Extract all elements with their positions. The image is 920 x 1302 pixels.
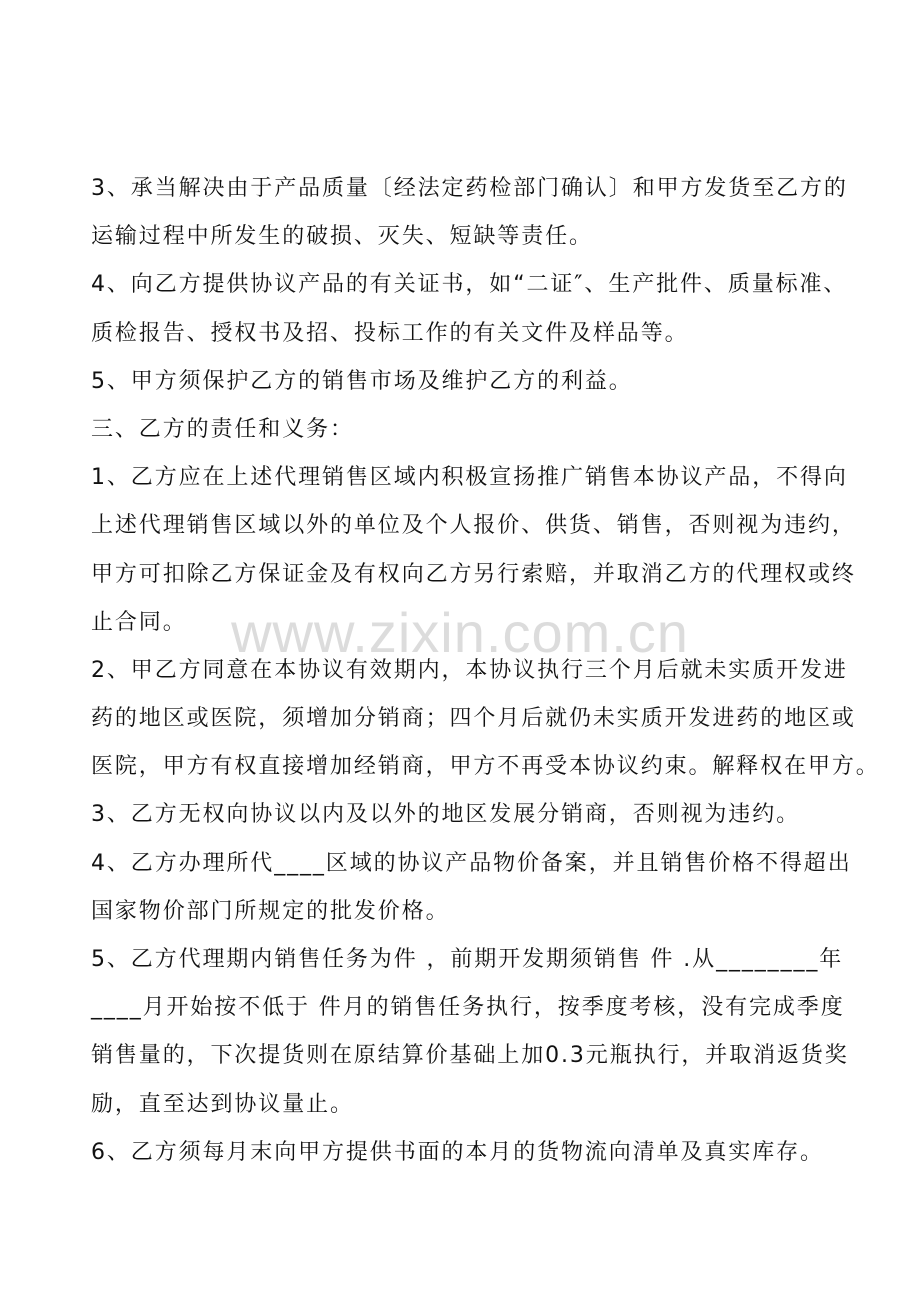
text-line: 甲方可扣除乙方保证金及有权向乙方另行索赔，并取消乙方的代理权或终 [91, 561, 856, 587]
text-line: 医院，甲方有权直接增加经销商，甲方不再受本协议约束。解释权在甲方。 [91, 754, 880, 780]
text-line: 5、乙方代理期内销售任务为件 ，前期开发期须销售 件 .从________年 [91, 947, 844, 972]
text-line: 5、甲方须保护乙方的销售市场及维护乙方的利益。 [91, 368, 633, 394]
text-line: 止合同。 [91, 609, 187, 635]
text-line: 6、乙方须每月末向甲方提供书面的本月的货物流向清单及真实库存。 [91, 1139, 824, 1165]
section-heading: 三、乙方的责任和义务： [91, 416, 354, 442]
text-line: 国家物价部门所规定的批发价格。 [91, 898, 450, 924]
text-line: 药的地区或医院，须增加分销商；四个月后就仍未实质开发进药的地区或 [91, 706, 856, 732]
text-line: 励，直至达到协议量止。 [91, 1091, 354, 1117]
text-line: 1、乙方应在上述代理销售区域内积极宣扬推广销售本协议产品，不得向 [91, 465, 848, 491]
text-line: 3、乙方无权向协议以内及以外的地区发展分销商，否则视为违约。 [91, 802, 800, 828]
text-line: 质检报告、授权书及招、投标工作的有关文件及样品等。 [91, 320, 689, 346]
text-line: ____月开始按不低于 件月的销售任务执行，按季度考核，没有完成季度 [91, 995, 845, 1021]
text-line: 3、承当解决由于产品质量〔经法定药检部门确认〕和甲方发货至乙方的 [91, 176, 848, 201]
text-line: 4、向乙方提供协议产品的有关证书，如“二证″、生产批件、质量标准、 [91, 272, 848, 298]
text-line: 运输过程中所发生的破损、灭失、短缺等责任。 [91, 224, 593, 250]
text-line: 2、甲乙方同意在本协议有效期内，本协议执行三个月后就未实质开发进 [91, 657, 848, 683]
watermark: www.zixin.com.cn [231, 601, 689, 664]
text-line: 销售量的，下次提货则在原结算价基础上加0.3元瓶执行，并取消返货奖 [91, 1043, 849, 1069]
text-line: 上述代理销售区域以外的单位及个人报价、供货、销售，否则视为违约， [91, 513, 856, 539]
document-body [91, 165, 880, 1177]
text-line: 4、乙方办理所代____区域的协议产品物价备案，并且销售价格不得超出 [91, 850, 852, 876]
